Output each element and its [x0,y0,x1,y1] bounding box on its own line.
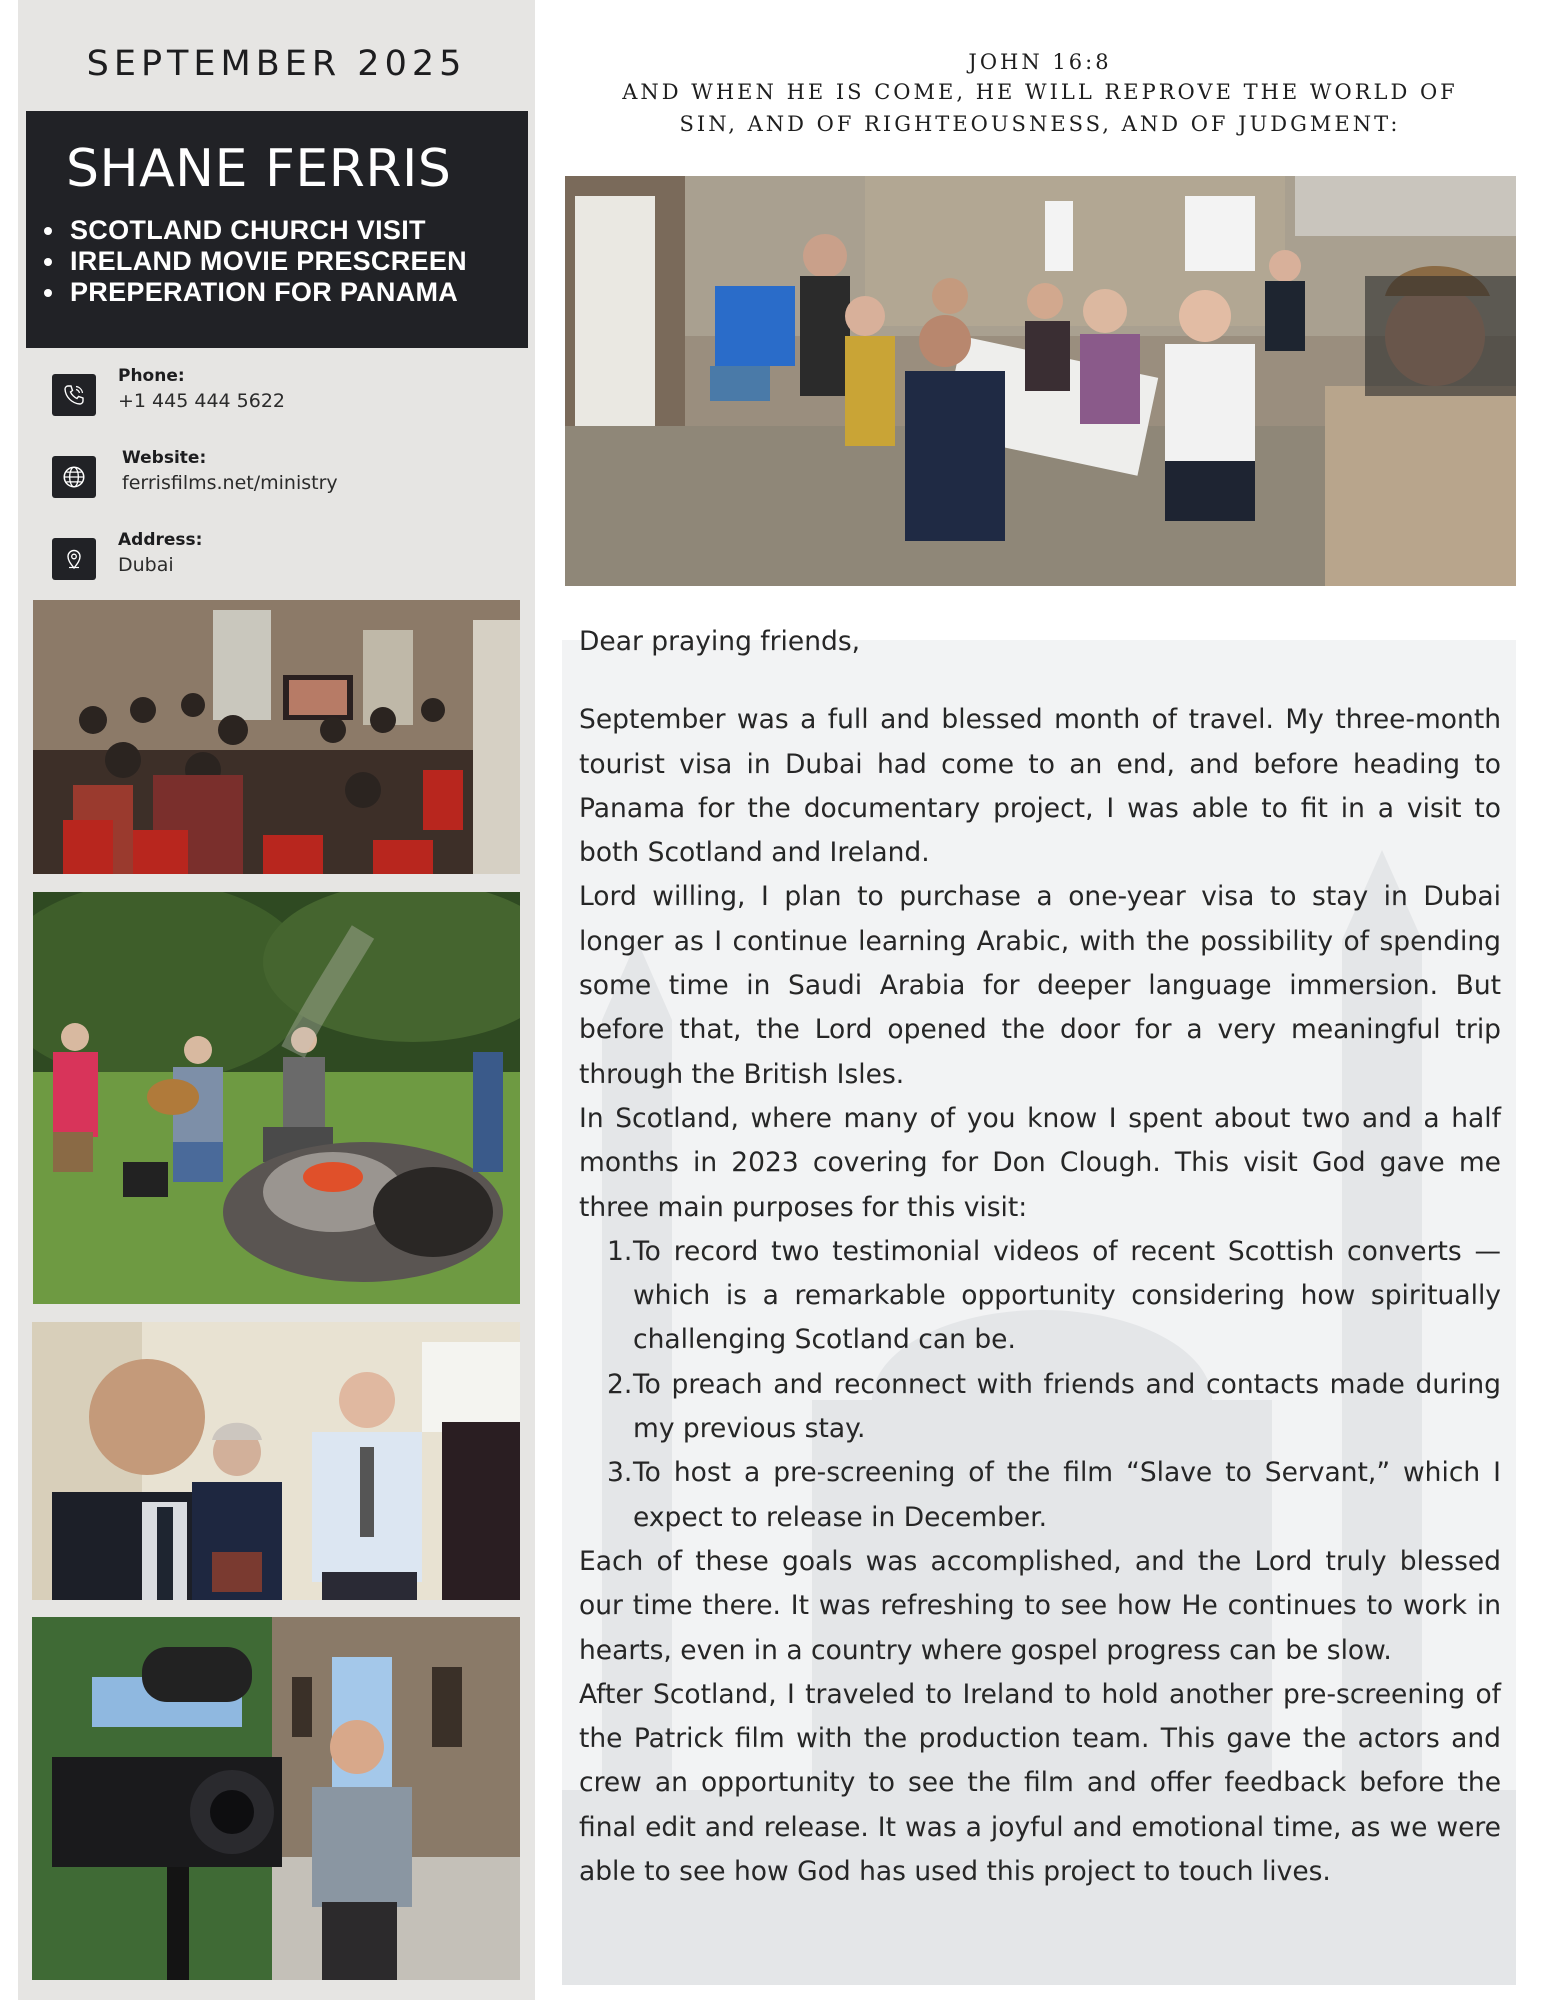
highlights-list [44,215,467,308]
name-block [26,111,528,348]
globe-icon [52,456,96,498]
letter-paragraph: Each of these goals was accomplished, and the Lord truly blessed our time there. It was refreshing to see how He continues to work in hearts, even in a country where gospel progress can be slow. [579,1545,1501,1666]
purposes-list [579,1230,1501,1540]
newsletter-month: SEPTEMBER 2025 [86,44,467,84]
website-label: Website: [122,448,207,468]
scripture-verse-line-1: AND WHEN HE IS COME, HE WILL REPROVE THE WORLD OF [622,80,1458,104]
purpose-item: 1. To record two testimonial videos of recent Scottish converts — which is a remarkable opportunity considering how spiritually challenging Scotland can be. [607,1235,1501,1356]
highlight-item: IRELAND MOVIE PRESCREEN [44,246,467,277]
missionary-name: SHANE FERRIS [66,139,452,199]
purpose-item: 2. To preach and reconnect with friends and contacts made during my previous stay. [607,1368,1501,1445]
scripture-verse-line-2: SIN, AND OF RIGHTEOUSNESS, AND OF JUDGMENT: [679,112,1401,136]
website-link[interactable]: ferrisfilms.net/ministry [122,472,338,494]
phone-label: Phone: [118,366,185,386]
letter-paragraph: In Scotland, where many of you know I spent about two and a half months in 2023 covering for Don Clough. This visit God gave me three main purposes for this visit: [579,1102,1501,1223]
letter-paragraph: September was a full and blessed month of travel. My three-month tourist visa in Dubai had come to an end, and before heading to Panama for the documentary project, I was able to fit in a visit to both Scotland and Ireland. [579,704,1501,869]
address-value: Dubai [118,554,174,576]
letter-paragraph: Lord willing, I plan to purchase a one-year visa to stay in Dubai longer as I continue learning Arabic, with the possibility of spending some time in Saudi Arabia for deeper language immersion. But before that, the Lord opened the door for a very meaningful trip through the British Isles. [579,881,1501,1090]
photo-campfire-music [33,892,520,1304]
highlight-item: PREPERATION FOR PANAMA [44,277,467,308]
photo-screening-room [33,600,520,874]
scripture-reference: JOHN 16:8 [968,50,1112,74]
highlight-item: SCOTLAND CHURCH VISIT [44,215,467,246]
phone-value[interactable]: +1 445 444 5622 [118,390,286,412]
contact-website [52,448,512,508]
photo-courtyard-gathering [565,176,1516,586]
contact-phone [52,366,512,426]
letter-body [579,620,1501,1894]
contact-address [52,530,512,590]
scripture-header [560,48,1520,140]
purpose-item: 3. To host a pre-screening of the film “Slave to Servant,” which I expect to release in December. [607,1457,1501,1533]
phone-icon [52,374,96,416]
photo-church-friends [32,1322,520,1600]
address-label: Address: [118,530,203,550]
photo-filming-abbey [32,1617,520,1980]
letter-paragraph: After Scotland, I traveled to Ireland to hold another pre-screening of the Patrick film with the production team. This gave the actors and crew an opportunity to see the film and offer feedback before the final edit and release. It was a joyful and emotional time, as we were able to see how God has used this project to touch lives. [579,1678,1501,1888]
sidebar [18,0,535,2000]
location-pin-icon [52,538,96,580]
letter-greeting: Dear praying friends, [579,626,861,657]
